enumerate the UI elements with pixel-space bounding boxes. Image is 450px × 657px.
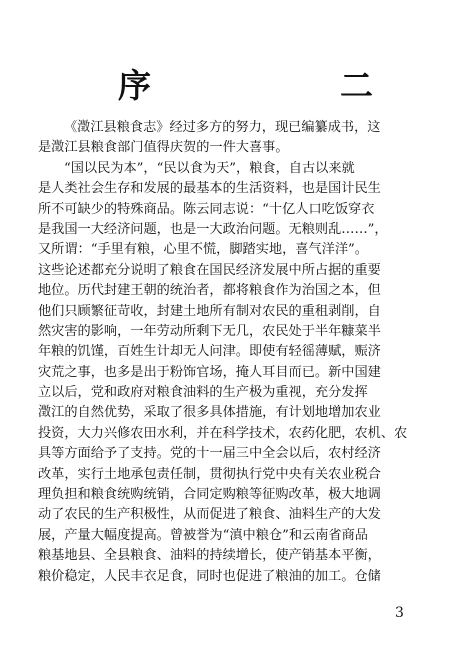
text-line: 澂江的自然优势，采取了很多具体措施，有计划地增加农业	[38, 405, 381, 421]
text-line: 具等方面给予了支持。党的十一届三中全会以后，农村经济	[38, 446, 381, 462]
text-line: 动了农民的生产积极性，从而促进了粮食、油料生产的大发	[38, 507, 381, 523]
text-line: 立以后，党和政府对粮食油料的生产极为重视，充分发挥	[38, 385, 368, 401]
text-line: 所不可缺少的特殊商品。陈云同志说：“十亿人口吃饭穿衣	[38, 201, 375, 217]
text-line: 投资，大力兴修农田水利，并在科学技术，农药化肥，农机、农	[38, 425, 408, 441]
text-line: 是澂江县粮食部门值得庆贺的一件大喜事。	[38, 140, 289, 156]
text-line: “国以民为本”，“民以食为天”，粮食，自古以来就	[64, 160, 355, 176]
preface-title	[0, 66, 450, 106]
body-text	[38, 118, 418, 587]
text-line: 改革，实行土地承包责任制，贯彻执行党中央有关农业税合	[38, 466, 381, 482]
text-line: 地位。历代封建王朝的统治者，都将粮食作为治国之本，但	[38, 283, 381, 299]
text-line: 粮价稳定，人民丰衣足食，同时也促进了粮油的加工。仓储	[38, 568, 381, 584]
text-line: 是人类社会生存和发展的最基本的生活资料，也是国计民生	[38, 181, 381, 197]
text-line: 然灾害的影响，一年劳动所剩下无几，农民处于半年糠菜半	[38, 323, 381, 339]
text-line: 是我国一大经济问题，也是一大政治问题。无粮则乱……”，	[38, 221, 388, 237]
title-char-xu: 序	[118, 66, 151, 105]
text-line: 灾荒之事，也多是出于粉饰官场，掩人耳目而已。新中国建	[38, 364, 381, 380]
text-line: 年粮的饥馑，百姓生计却无人问津。即使有轻徭薄赋，赈济	[38, 344, 381, 360]
text-line: 他们只顾繁征苛收，封建土地所有制对农民的重租剥削，自	[38, 303, 381, 319]
text-line: 这些论述都充分说明了粮食在国民经济发展中所占据的重要	[38, 262, 381, 278]
text-line: 理负担和粮食统购统销，合同定购粮等征购改革，极大地调	[38, 487, 381, 503]
text-line: 展，产量大幅度提高。曾被誉为“滇中粮仓”和云南省商品	[38, 527, 368, 543]
text-line: 《澂江县粮食志》经过多方的努力，现已编纂成书，这	[64, 120, 381, 135]
title-char-er: 二	[340, 66, 373, 105]
page-number: 3	[395, 605, 404, 621]
text-line: 粮基地县、全县粮食、油料的持续增长，使产销基本平衡，	[38, 548, 381, 564]
text-line: 又所谓：“手里有粮，心里不慌，脚踏实地，喜气洋洋”。	[38, 242, 368, 258]
